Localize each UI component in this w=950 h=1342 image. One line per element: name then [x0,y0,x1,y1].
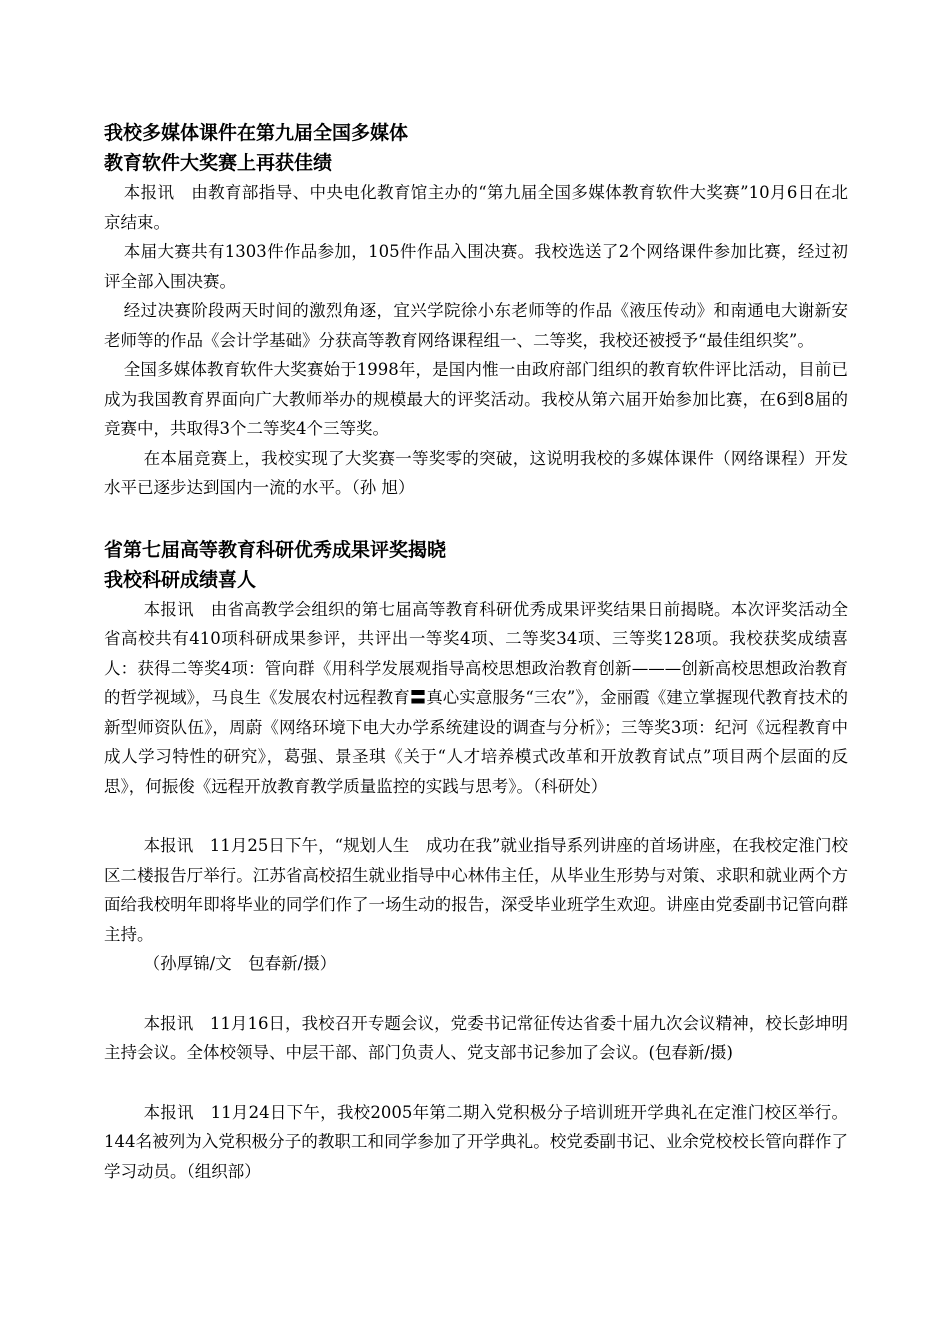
article-paragraph: 本报讯 由省高教学会组织的第七届高等教育科研优秀成果评奖结果日前揭晓。本次评奖活动全省高校共有410项科研成果参评，共评出一等奖4项、二等奖34项、三等奖128项。我校获奖成绩喜人：获得二等奖4项：管向群《用科学发展观指导高校思想政治教育创新———创新高校思想政治教育的哲学视域》，马良生《发展农村远程教育〓真心实意服务“三农”》，金丽霞《建立掌握现代教育技术的新型师资队伍》，周蔚《网络环境下电大办学系统建设的调查与分析》；三等奖3项：纪河《远程教育中成人学习特性的研究》，葛强、景圣琪《关于“人才培养模式改革和开放教育试点”项目两个层面的反思》，何振俊《远程开放教育教学质量监控的实践与思考》。（科研处） [104,599,848,796]
article-title-line-2: 我校科研成绩喜人 [104,568,257,591]
article-title-line-1: 省第七届高等教育科研优秀成果评奖揭晓 [104,538,447,561]
news-item-special-meeting [104,1009,848,1068]
news-paragraph: 本报讯 11月25日下午，“规划人生 成功在我”就业指导系列讲座的首场讲座，在我校定淮门校区二楼报告厅举行。江苏省高校招生就业指导中心林伟主任，从毕业生形势与对策、求职和就业两个方面给我校明年即将毕业的同学们作了一场生动的报告，深受毕业班学生欢迎。讲座由党委副书记管向群主持。 [104,836,848,944]
article-title-line-1: 我校多媒体课件在第九届全国多媒体 [104,122,409,144]
article-paragraph: 在本届竞赛上，我校实现了大奖赛一等奖零的突破，这说明我校的多媒体课件（网络课程）开发水平已逐步达到国内一流的水平。（孙 旭） [104,448,848,497]
news-item-career-lecture [104,831,848,979]
section-spacer [104,979,848,1009]
article-paragraph: 经过决赛阶段两天时间的激烈角逐，宜兴学院徐小东老师等的作品《液压传动》和南通电大谢新安老师等的作品《会计学基础》分获高等教育网络课程组一、二等奖，我校还被授予“最佳组织奖”。 [104,301,848,350]
news-paragraph: 本报讯 11月24日下午，我校2005年第二期入党积极分子培训班开学典礼在定淮门校区举行。144名被列为入党积极分子的教职工和同学参加了开学典礼。校党委副书记、业余党校校长管向群作了学习动员。（组织部） [104,1102,848,1181]
article-multimedia-award [104,118,848,503]
section-spacer [104,801,848,831]
section-spacer [104,503,848,535]
news-credit: （孙厚锦/文 包春新/摄） [143,954,337,973]
article-paragraph: 本届大赛共有1303件作品参加，105件作品入围决赛。我校选送了2个网络课件参加比赛，经过初评全部入围决赛。 [104,242,848,291]
article-research-award [104,535,848,802]
news-paragraph: 本报讯 11月16日，我校召开专题会议，党委书记常征传达省委十届九次会议精神，校长彭坤明主持会议。全体校领导、中层干部、部门负责人、党支部书记参加了会议。(包春新/摄) [104,1013,848,1062]
article-paragraph: 本报讯 由教育部指导、中央电化教育馆主办的“第九届全国多媒体教育软件大奖赛”10月6日在北京结束。 [104,183,848,232]
article-paragraph: 全国多媒体教育软件大奖赛始于1998年，是国内惟一由政府部门组织的教育软件评比活动，目前已成为我国教育界面向广大教师举办的规模最大的评奖活动。我校从第六届开始参加比赛，在6到8届的竞赛中，共取得3个二等奖4个三等奖。 [104,360,848,438]
news-item-party-training [104,1098,848,1187]
section-spacer [104,1068,848,1098]
article-title-line-2: 教育软件大奖赛上再获佳绩 [104,152,333,174]
page-content [104,118,848,1186]
